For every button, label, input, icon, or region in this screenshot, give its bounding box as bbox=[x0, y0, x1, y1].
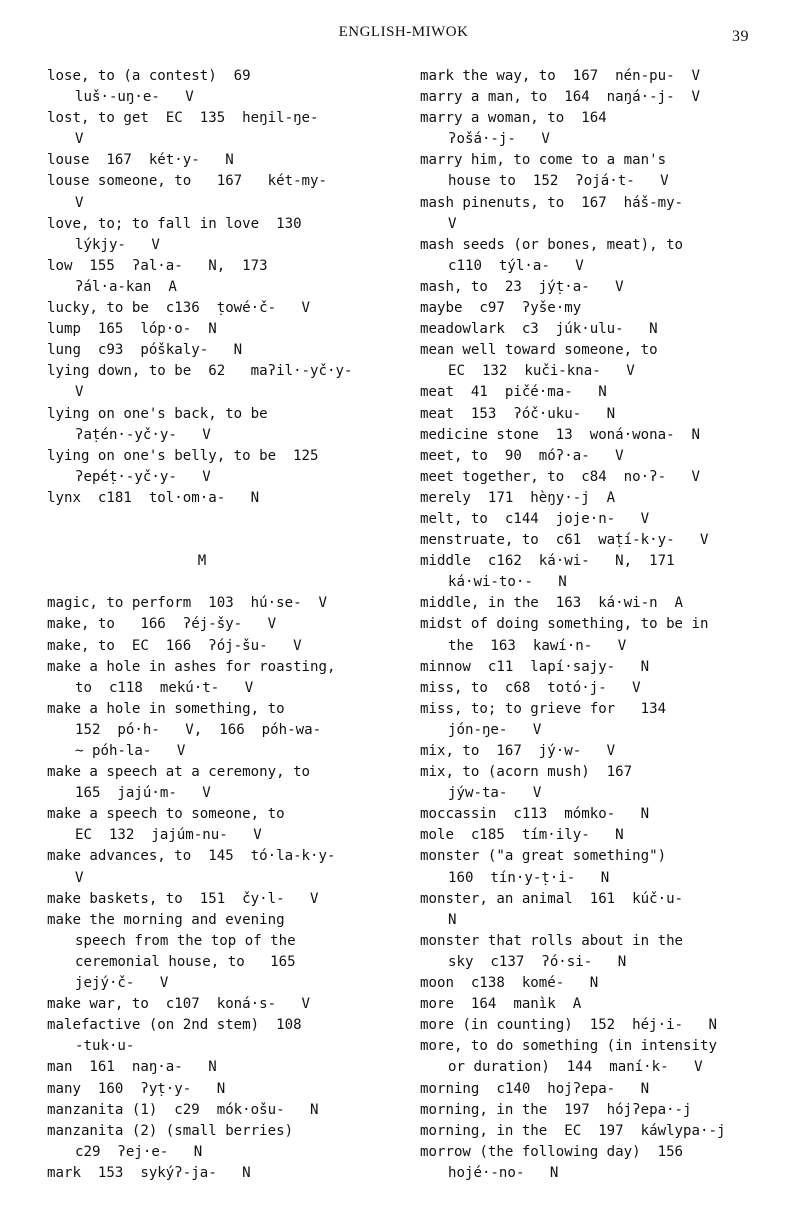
entry-line: mix, to 167 jý·w- V bbox=[420, 743, 616, 759]
left-column bbox=[47, 66, 405, 1184]
entry-line: moccassin c113 mómko- N bbox=[420, 806, 650, 823]
entry-line: malefactive (on 2nd stem) 108 bbox=[47, 1017, 302, 1034]
entry-line: menstruate, to c61 waṭí-k·y- V bbox=[420, 532, 709, 549]
right-column bbox=[420, 66, 800, 1184]
entry-line: monster that rolls about in the bbox=[420, 932, 684, 949]
entry-line: morrow (the following day) 156 bbox=[420, 1143, 684, 1160]
entry-line: hojé·-no- N bbox=[448, 1164, 559, 1181]
entry-line: house to 152 ʔojá·t- V bbox=[448, 173, 669, 190]
entry-line: sky c137 ʔó·si- N bbox=[448, 953, 627, 970]
entry-line: marry him, to come to a man's bbox=[420, 152, 667, 169]
entry-line: middle c162 ká·wi- N, 171 bbox=[420, 553, 675, 570]
entry-line: low 155 ʔal·a- N, 173 bbox=[47, 257, 268, 274]
entry-line: make the morning and evening bbox=[47, 911, 285, 928]
entry-line: morning, in the 197 hójʔepa·-j bbox=[420, 1101, 692, 1118]
entry-line: EC 132 jajúm-nu- V bbox=[75, 827, 262, 844]
entry-line: ceremonial house, to 165 bbox=[75, 953, 296, 970]
entry-line: meet together, to c84 no·ʔ- V bbox=[420, 468, 701, 485]
entry-line: c110 týl·a- V bbox=[448, 257, 584, 274]
entry-line: mean well toward someone, to bbox=[420, 342, 658, 359]
entry-line: V bbox=[75, 131, 84, 148]
page-header bbox=[0, 24, 807, 46]
entry-line: lump 165 lóp·o- N bbox=[47, 321, 217, 338]
entry-line: more 164 manìk A bbox=[420, 996, 582, 1013]
entry-line: 152 pó·h- V, 166 póh-wa- bbox=[75, 721, 322, 738]
entry-line: love, to; to fall in love 130 bbox=[47, 215, 302, 232]
entry-line: jejý·č- V bbox=[75, 975, 169, 992]
entry-line: monster, an animal 161 kúč·u- bbox=[420, 890, 684, 907]
entry-line: middle, in the 163 ká·wi-n A bbox=[420, 595, 684, 612]
entry-line: V bbox=[75, 194, 84, 211]
entry-line: mash seeds (or bones, meat), to bbox=[420, 236, 684, 253]
entry-line: marry a woman, to 164 bbox=[420, 110, 607, 127]
entry-line: mash, to 23 jýṭ·a- V bbox=[420, 278, 624, 295]
page-number: 39 bbox=[732, 28, 749, 45]
entry-line: V bbox=[448, 215, 457, 232]
entry-line: meat 153 ʔóč·uku- N bbox=[420, 405, 616, 422]
entry-line: meat 41 pičé·ma- N bbox=[420, 384, 607, 401]
entry-line: make advances, to 145 tó·la-k·y- bbox=[47, 848, 336, 865]
entry-line: ká·wi-to·- N bbox=[448, 574, 567, 591]
entry-line: mash pinenuts, to 167 háš-my- bbox=[420, 194, 684, 211]
entry-line: V bbox=[75, 384, 84, 401]
entry-line: make a speech to someone, to bbox=[47, 806, 285, 823]
entry-line: luš·-uŋ·e- V bbox=[75, 89, 194, 106]
entry-line: melt, to c144 joje·n- V bbox=[420, 510, 650, 527]
entry-line: lying on one's back, to be bbox=[47, 405, 268, 422]
entry-line: lýkjy- V bbox=[75, 236, 160, 253]
entry-line: mole c185 tím·ily- N bbox=[420, 827, 624, 844]
entry-line: make a hole in something, to bbox=[47, 700, 285, 717]
entry-line: speech from the top of the bbox=[75, 932, 296, 949]
entry-line: make, to 166 ʔéj-šy- V bbox=[47, 616, 277, 633]
entry-line: make, to EC 166 ʔój-šu- V bbox=[47, 637, 302, 654]
entry-line: V bbox=[75, 869, 84, 886]
entry-line: louse someone, to 167 két-my- bbox=[47, 173, 328, 190]
entry-line: miss, to; to grieve for 134 bbox=[420, 700, 667, 717]
entry-line: more (in counting) 152 héj·i- N bbox=[420, 1017, 717, 1034]
entry-line bbox=[47, 572, 405, 593]
entry-line: miss, to c68 totó·j- V bbox=[420, 679, 641, 696]
entry-line: maybe c97 ʔyše·my bbox=[420, 300, 582, 317]
entry-line: manzanita (2) (small berries) bbox=[47, 1122, 294, 1139]
entry-line: minnow c11 lapí·sajy- N bbox=[420, 658, 650, 675]
entry-line bbox=[47, 530, 405, 551]
entry-line: jýw-ta- V bbox=[448, 785, 542, 802]
entry-line: morning, in the EC 197 káwlypa·-j bbox=[420, 1122, 726, 1139]
entry-line: merely 171 hèŋy·-j A bbox=[420, 489, 616, 506]
entry-line: make war, to c107 koná·s- V bbox=[47, 996, 311, 1013]
entry-line: more, to do something (in intensity bbox=[420, 1038, 717, 1055]
entry-line: lost, to get EC 135 heŋil-ŋe- bbox=[47, 110, 319, 127]
entry-line: meet, to 90 móʔ·a- V bbox=[420, 447, 624, 464]
entry-line: N bbox=[448, 911, 457, 928]
entry-line: mark 153 sykýʔ-ja- N bbox=[47, 1164, 251, 1181]
entry-line: man 161 naŋ·a- N bbox=[47, 1059, 217, 1076]
entry-line: magic, to perform 103 hú·se- V bbox=[47, 595, 328, 612]
entry-line: c29 ʔej·e- N bbox=[75, 1143, 203, 1160]
entry-line: ~ póh-la- V bbox=[75, 743, 186, 759]
entry-line: or duration) 144 maní·k- V bbox=[448, 1059, 703, 1076]
entry-line: manzanita (1) c29 mók·ošu- N bbox=[47, 1101, 319, 1118]
entry-line: 165 jajú·m- V bbox=[75, 785, 211, 802]
entry-line bbox=[47, 509, 405, 530]
entry-line: morning c140 hojʔepa- N bbox=[420, 1080, 650, 1097]
entry-line: mark the way, to 167 nén-pu- V bbox=[420, 68, 701, 84]
entry-line: monster ("a great something") bbox=[420, 848, 667, 865]
entry-line: many 160 ʔyṭ·y- N bbox=[47, 1080, 226, 1097]
entry-line: make a hole in ashes for roasting, bbox=[47, 658, 336, 675]
entry-line: to c118 mekú·t- V bbox=[75, 679, 254, 696]
entry-line: the 163 kawí·n- V bbox=[448, 637, 627, 654]
entry-line: moon c138 komé- N bbox=[420, 975, 599, 992]
entry-line: ʔošá·-j- V bbox=[448, 131, 550, 148]
entry-line: lung c93 póškaly- N bbox=[47, 342, 243, 359]
entry-line: 160 tín·y-ṭ·i- N bbox=[448, 869, 610, 886]
entry-line: medicine stone 13 woná·wona- N bbox=[420, 426, 701, 443]
entry-line: mix, to (acorn mush) 167 bbox=[420, 764, 633, 781]
entry-line: lynx c181 tol·om·a- N bbox=[47, 489, 260, 506]
entry-line: lying down, to be 62 maʔil·-yč·y- bbox=[47, 363, 353, 380]
entry-line: lose, to (a contest) 69 bbox=[47, 68, 251, 84]
entry-line: lying on one's belly, to be 125 bbox=[47, 447, 319, 464]
entry-line: jón-ŋe- V bbox=[448, 721, 542, 738]
running-title: ENGLISH-MIWOK bbox=[338, 24, 469, 40]
entry-line: make a speech at a ceremony, to bbox=[47, 764, 311, 781]
entry-line: meadowlark c3 júk·ulu- N bbox=[420, 321, 658, 338]
entry-line: louse 167 két·y- N bbox=[47, 152, 234, 169]
entry-line: make baskets, to 151 čy·l- V bbox=[47, 890, 319, 907]
entry-line: marry a man, to 164 naŋá·-j- V bbox=[420, 89, 701, 106]
entry-line: midst of doing something, to be in bbox=[420, 616, 709, 633]
entry-line: -tuk·u- bbox=[75, 1038, 135, 1055]
entry-line: ʔál·a-kan A bbox=[75, 278, 177, 295]
entry-line: EC 132 kuči-kna- V bbox=[448, 363, 635, 380]
entry-line: ʔepéṭ·-yč·y- V bbox=[75, 468, 211, 485]
entry-line: ʔaṭén·-yč·y- V bbox=[75, 426, 211, 443]
section-letter: M bbox=[197, 553, 207, 570]
entry-line: lucky, to be c136 ṭowé·č- V bbox=[47, 300, 311, 317]
